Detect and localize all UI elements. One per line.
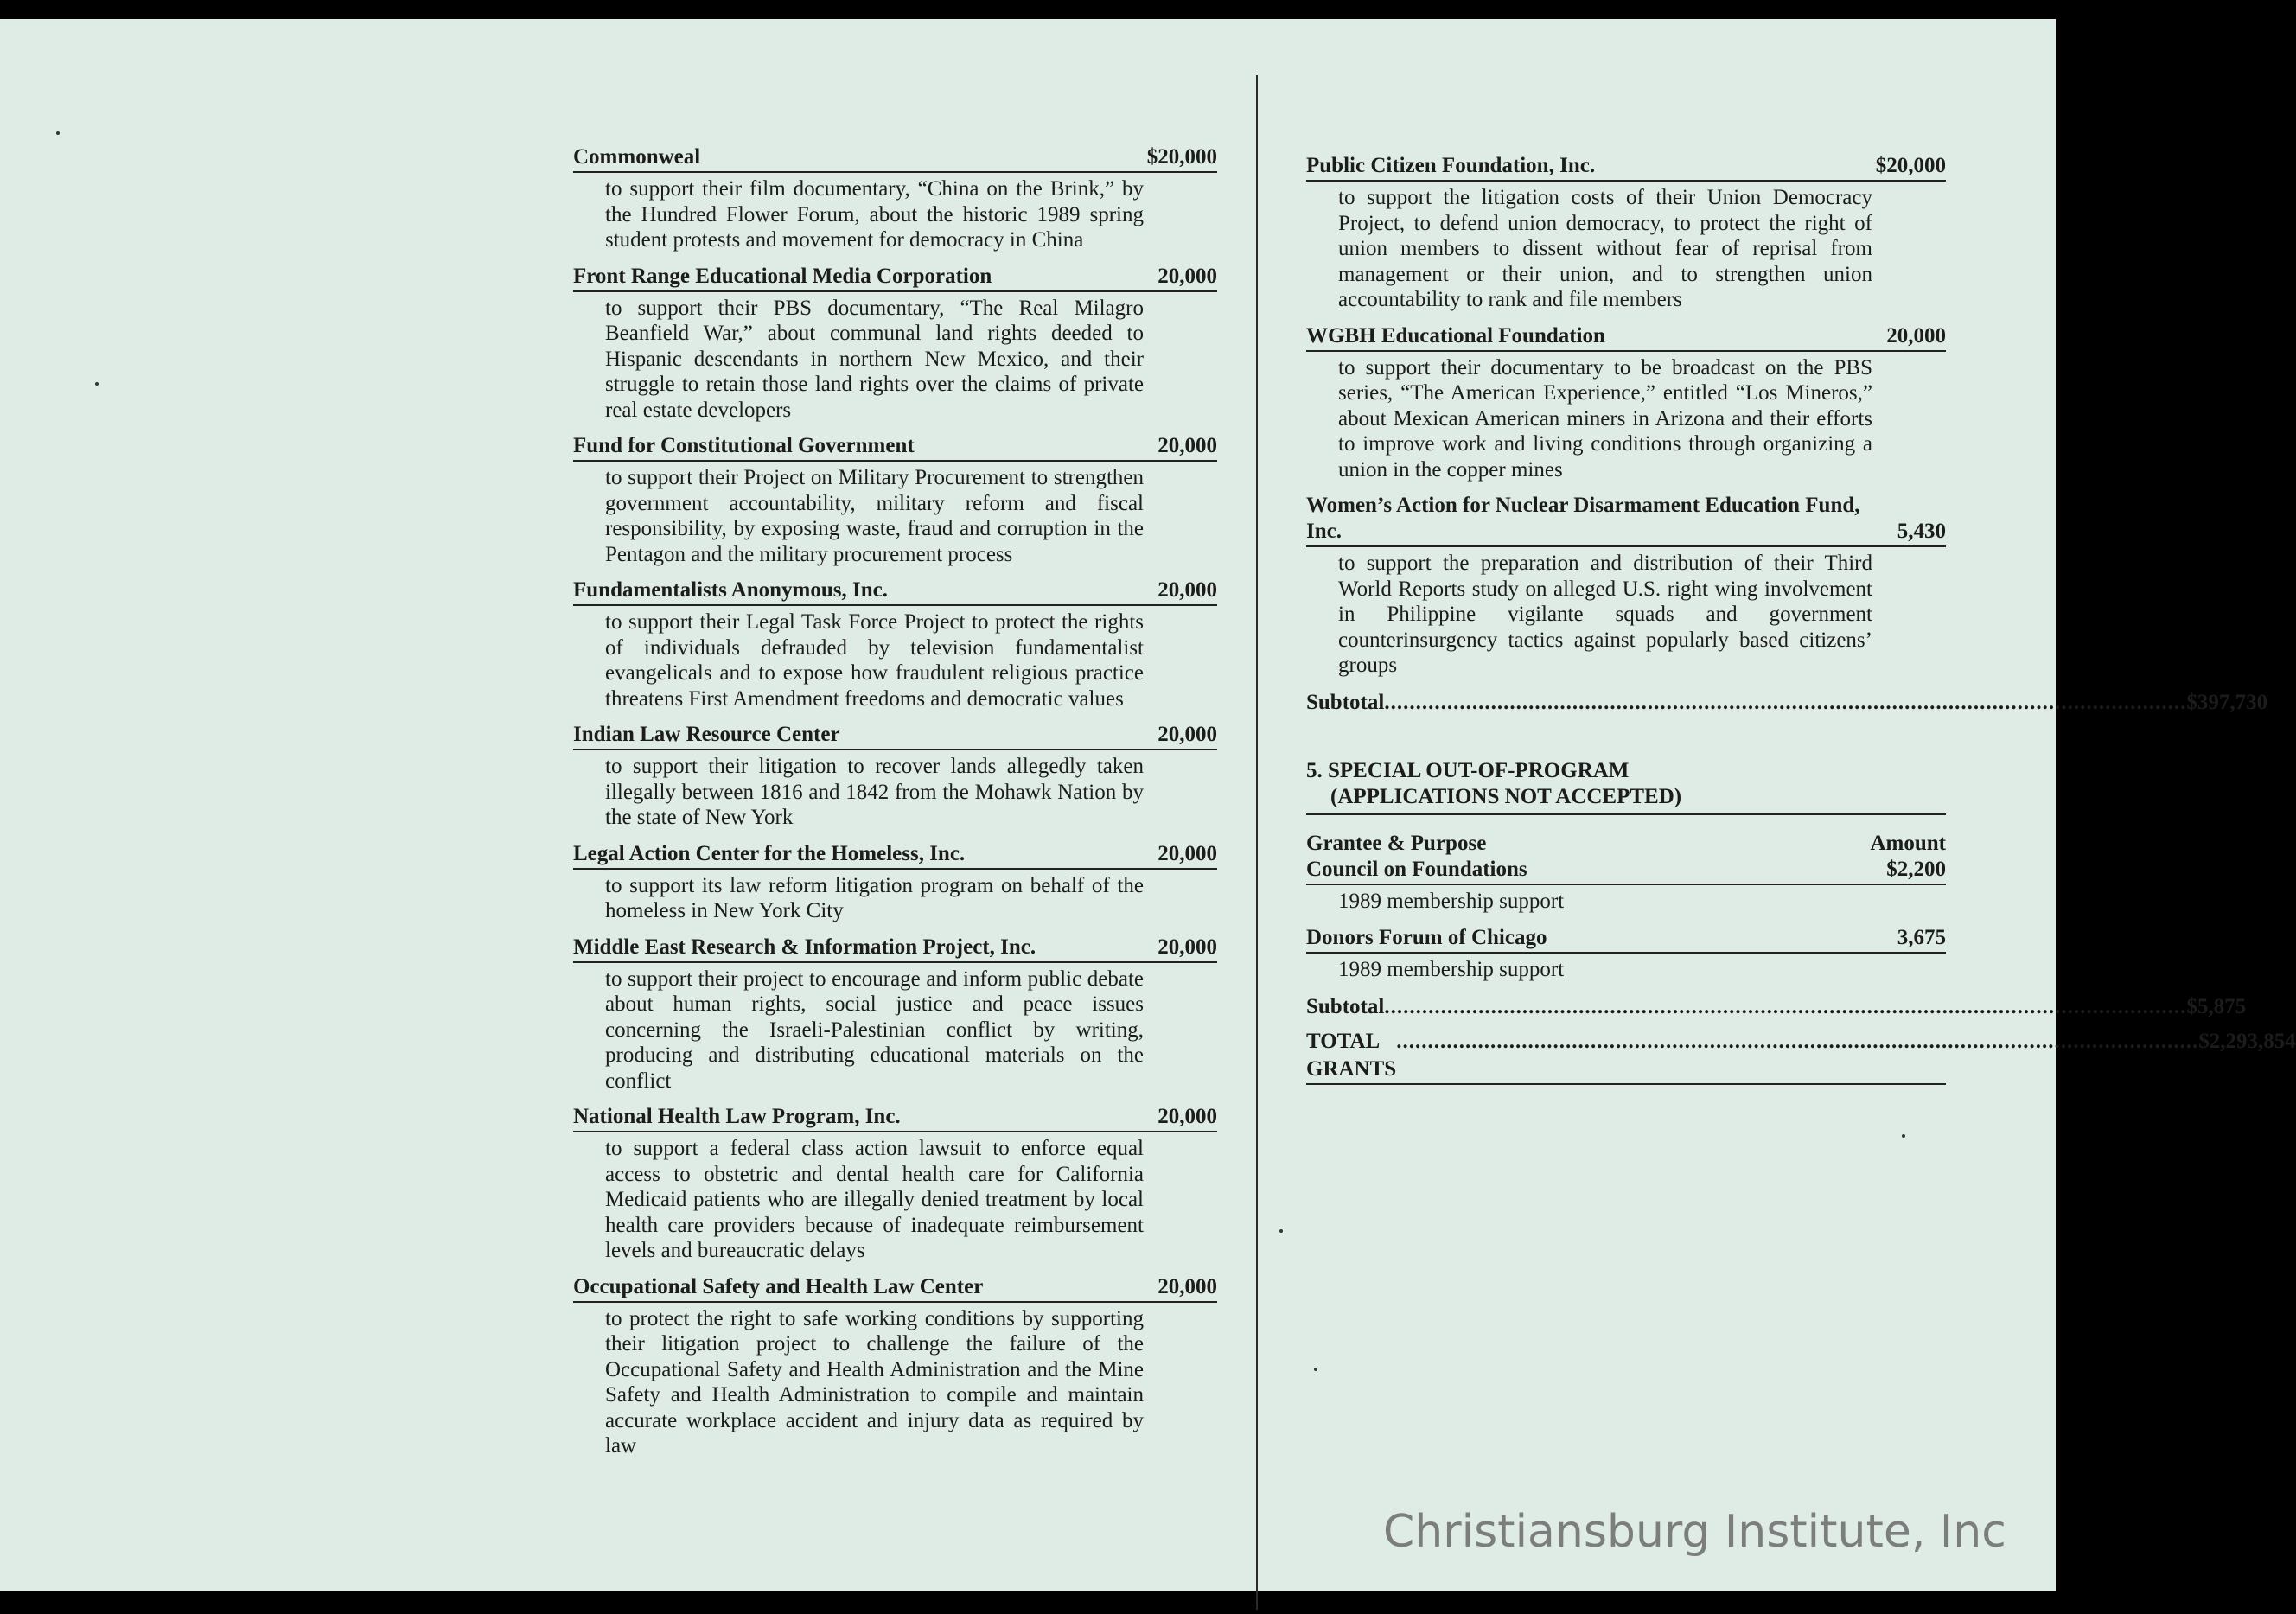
grant-amount: $2,200 — [1886, 857, 1946, 881]
grant-entry — [573, 935, 1217, 1094]
document-page — [0, 19, 2296, 1591]
grant-entry — [573, 577, 1217, 711]
grant-header — [573, 433, 1217, 462]
special-subtotal-row — [1306, 993, 2247, 1021]
grant-amount: 20,000 — [1158, 1105, 1217, 1128]
grant-amount: 20,000 — [1158, 1274, 1217, 1298]
grant-purpose: to support their Project on Military Procurement to strengthen government accountability, military reform and fiscal responsibility, by exposing waste, fraud and corruption in the Pentagon and the military procurement process — [605, 466, 1144, 566]
subtotal-value: $397,730 — [2186, 690, 2268, 714]
grant-entry — [1306, 153, 1946, 313]
grantee-name: Front Range Educational Media Corporation — [573, 264, 992, 288]
grant-purpose: to support the litigation costs of their Union Democracy Project, to defend union democracy, to protect the right of union members to dissent without fear of reprisal from management or their union, and to strengthen union accountability to rank and file members — [1338, 186, 1872, 311]
leader-dots: ................................................................................................................................ — [1384, 690, 2187, 714]
grantee-name: Occupational Safety and Health Law Center — [573, 1274, 984, 1298]
grant-header — [1306, 493, 1946, 547]
grant-header — [1306, 153, 1946, 182]
grant-purpose: 1989 membership support — [1338, 889, 1565, 913]
paper-speck — [95, 382, 99, 386]
leader-dots: ................................................................................................................................ — [1384, 994, 2187, 1018]
grantee-name: Fundamentalists Anonymous, Inc. — [573, 578, 888, 602]
grant-amount: 5,430 — [1897, 520, 1946, 543]
grant-entry — [573, 264, 1217, 424]
paper-speck — [56, 131, 60, 135]
grant-header — [573, 1104, 1217, 1132]
grant-header — [573, 577, 1217, 606]
grant-amount: 20,000 — [1158, 841, 1217, 865]
grant-purpose: to support their Legal Task Force Project to protect the rights of individuals defrauded by television fundamentalist evangelicals and to expose how fraudulent religious practice threatens First Amendment freedoms and democratic values — [605, 610, 1144, 711]
column-divider — [1256, 75, 1258, 1610]
grant-purpose: to support its law reform litigation program on behalf of the homeless in New York City — [605, 873, 1144, 922]
section-title: 5. SPECIAL OUT-OF-PROGRAM — [1306, 758, 1630, 782]
grantee-name: National Health Law Program, Inc. — [573, 1105, 901, 1128]
table-header — [1306, 831, 1946, 857]
right-column — [1306, 153, 2296, 1085]
grant-header — [573, 841, 1217, 870]
grant-entry — [1306, 857, 1946, 915]
grantee-name: Public Citizen Foundation, Inc. — [1306, 154, 1596, 177]
grant-entry — [573, 1274, 1217, 1459]
table-header-amount: Amount — [1870, 831, 1946, 855]
grant-header — [1306, 857, 1946, 885]
special-subtotal-label: Subtotal — [1306, 994, 1385, 1018]
grant-header — [1306, 925, 1946, 954]
total-value: $2,293,854 — [2198, 1029, 2296, 1053]
right-grants-list — [1306, 153, 1946, 679]
grant-amount: $20,000 — [1875, 154, 1946, 177]
paper-speck — [1314, 1368, 1317, 1371]
grant-purpose: to support their litigation to recover lands allegedly taken illegally between 1816 and 1842 from the Mohawk Nation by the state of New York — [605, 755, 1144, 829]
grant-amount: 20,000 — [1158, 723, 1217, 746]
grant-entry — [573, 841, 1217, 924]
grant-entry — [1306, 323, 1946, 483]
special-grants-list — [1306, 857, 1946, 983]
total-grants-row — [1306, 1028, 2296, 1085]
grant-entry — [573, 433, 1217, 567]
grant-header — [573, 264, 1217, 292]
grant-header — [573, 722, 1217, 750]
grant-purpose: to support their documentary to be broadcast on the PBS series, “The American Experience,” entitled “Los Mineros,” about Mexican American miners in Arizona and their efforts to improve work and living conditions through organizing a union in the copper mines — [1338, 355, 1872, 482]
grant-entry — [573, 722, 1217, 831]
grant-header — [573, 144, 1217, 173]
grant-amount: 20,000 — [1158, 264, 1217, 288]
grant-entry — [1306, 493, 1946, 679]
grant-purpose: to support their PBS documentary, “The Real Milagro Beanfield War,” about communal land rights deeded to Hispanic descendants in northern New Mexico, and their struggle to retain those land rights over the claims of private real estate developers — [605, 296, 1144, 422]
grant-amount: 3,675 — [1897, 925, 1946, 949]
total-label: TOTAL GRANTS — [1306, 1029, 1397, 1081]
subtotal-row — [1306, 689, 2268, 717]
grantee-name: WGBH Educational Foundation — [1306, 323, 1605, 348]
leader-dots: ................................................................................................................................ — [1396, 1029, 2199, 1053]
grant-purpose: to protect the right to safe working conditions by supporting their litigation project to challenge the failure of the Occupational Safety and Health Administration and the Mine Safety and Health Administration to compile and maintain accurate workplace accident and injury data as required by law — [605, 1306, 1144, 1458]
grant-entry — [573, 144, 1217, 253]
subtotal-label: Subtotal — [1306, 690, 1385, 714]
grantee-name: Commonweal — [573, 145, 701, 169]
grant-entry — [1306, 925, 1946, 983]
grantee-name: Women’s Action for Nuclear Disarmament Education Fund, Inc. — [1306, 494, 1860, 543]
grantee-name: Indian Law Resource Center — [573, 723, 840, 746]
grantee-name: Fund for Constitutional Government — [573, 434, 915, 457]
special-subtotal-value: $5,875 — [2186, 994, 2247, 1018]
paper-speck — [1902, 1134, 1905, 1138]
grant-purpose: to support the preparation and distribution of their Third World Reports study on alleged U.S. right wing involvement in Philippine vigilante squads and government counterinsurgency tactics against popularly based citizens’ groups — [1338, 552, 1872, 677]
grant-header — [573, 1274, 1217, 1303]
grant-header — [1306, 323, 1946, 352]
grant-amount: 20,000 — [1886, 323, 1946, 348]
grant-purpose: to support their film documentary, “China on the Brink,” by the Hundred Flower Forum, about the historic 1989 spring student protests and movement for democracy in China — [605, 177, 1144, 252]
grant-purpose: to support a federal class action lawsuit to enforce equal access to obstetric and dental health care for California Medicaid patients who are illegally denied treatment by local health care providers because of inadequate reimbursement levels and bureaucratic delays — [605, 1137, 1144, 1262]
grant-amount: $20,000 — [1146, 145, 1217, 169]
grant-entry — [573, 1104, 1217, 1264]
grant-purpose: to support their project to encourage and inform public debate about human rights, social justice and peace issues concerning the Israeli-Palestinian conflict by writing, producing and distributing educational materials on the conflict — [605, 966, 1144, 1093]
left-column — [573, 144, 1217, 1470]
grant-header — [573, 935, 1217, 963]
section-subtitle: (APPLICATIONS NOT ACCEPTED) — [1306, 784, 1946, 815]
grantee-name: Legal Action Center for the Homeless, Inc. — [573, 841, 966, 865]
grant-amount: 20,000 — [1158, 935, 1217, 959]
grantee-name: Council on Foundations — [1306, 857, 1527, 881]
paper-speck — [1279, 1229, 1283, 1233]
grant-amount: 20,000 — [1158, 434, 1217, 457]
grant-amount: 20,000 — [1158, 578, 1217, 602]
grantee-name: Donors Forum of Chicago — [1306, 925, 1547, 949]
watermark: Christiansburg Institute, Inc — [1383, 1506, 2006, 1558]
table-header-grantee: Grantee & Purpose — [1306, 831, 1487, 855]
grant-purpose: 1989 membership support — [1338, 957, 1565, 981]
grantee-name: Middle East Research & Information Project, Inc. — [573, 935, 1036, 959]
